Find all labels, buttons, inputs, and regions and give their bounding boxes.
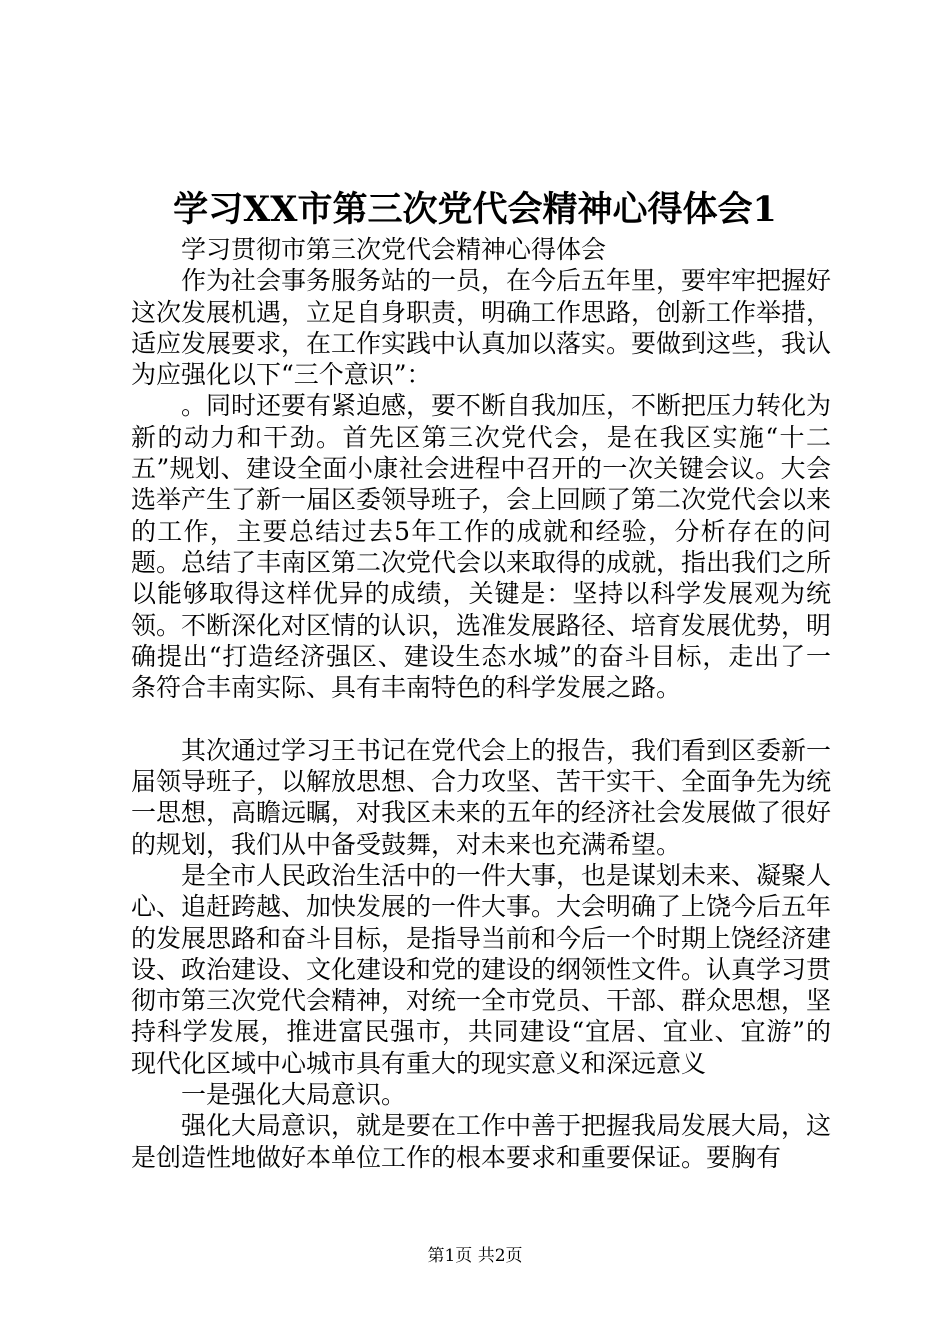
paragraph: 一是强化大局意识。 [181, 1080, 407, 1110]
paragraph: 强化大局意识，就是要在工作中善于把握我局发展大局，这是创造性地做好本单位工作的根本要求和重要保证。要胸有 [131, 1111, 832, 1172]
document-title: 学习XX市第三次党代会精神心得体会1 [173, 189, 777, 230]
paragraph-subtitle: 学习贯彻市第三次党代会精神心得体会 [181, 235, 607, 264]
paragraph: 是全市人民政治生活中的一件大事，也是谋划未来、凝聚人心、追赶跨越、加快发展的一件大事。大会明确了上饶今后五年的发展思路和奋斗目标，是指导当前和今后一个时期上饶经济建设、政治建设、文化建设和党的建设的纲领性文件。认真学习贯彻市第三次党代会精神，对统一全市党员、干部、群众思想，坚持科学发展，推进富民强市，共同建设“宜居、宜业、宜游”的现代化区域中心城市具有重大的现实意义和深远意义 [131, 860, 832, 1078]
paragraph: 作为社会事务服务站的一员，在今后五年里，要牢牢把握好这次发展机遇，立足自身职责，明确工作思路，创新工作举措，适应发展要求，在工作实践中认真加以落实。要做到这些，我认为应强化以下“三个意识”： [131, 266, 832, 390]
paragraph: 其次通过学习王书记在党代会上的报告，我们看到区委新一届领导班子，以解放思想、合力攻坚、苦干实干、全面争先为统一思想，高瞻远瞩，对我区未来的五年的经济社会发展做了很好的规划，我们从中备受鼓舞，对未来也充满希望。 [131, 735, 832, 859]
paragraph: 。同时还要有紧迫感，要不断自我加压，不断把压力转化为新的动力和干劲。首先区第三次党代会，是在我区实施“十二五”规划、建设全面小康社会进程中召开的一次关键会议。大会选举产生了新一届区委领导班子，会上回顾了第二次党代会以来的工作，主要总结过去5年工作的成就和经验，分析存在的问题。总结了丰南区第二次党代会以来取得的成就，指出我们之所以能够取得这样优异的成绩，关键是：坚持以科学发展观为统领。不断深化对区情的认识，选准发展路径、培育发展优势，明确提出“打造经济强区、建设生态水城”的奋斗目标，走出了一条符合丰南实际、具有丰南特色的科学发展之路。 [131, 391, 832, 703]
page-footer: 第1页 共2页 [427, 1246, 523, 1266]
document-body [131, 234, 831, 1173]
